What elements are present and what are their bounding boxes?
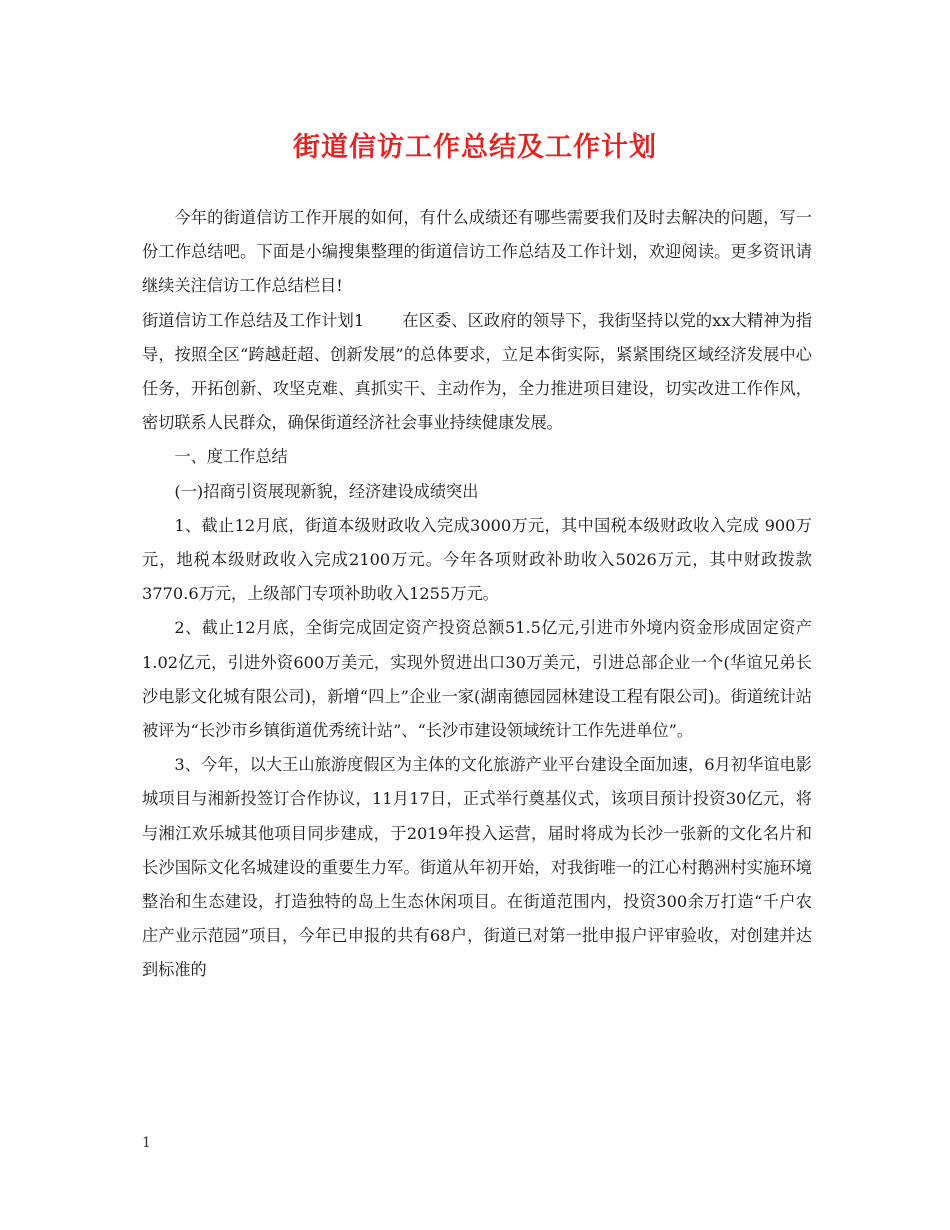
item-3-paragraph: 3、今年，以大王山旅游度假区为主体的文化旅游产业平台建设全面加速，6月初华谊电影城项目与湘新投签订合作协议，11月17日，正式举行奠基仪式，该项目预计投资30亿元，将与湘江欢乐城其他项目同步建成，于2019年投入运营，届时将成为长沙一张新的文化名片和长沙国际文化名城建设的重要生力军。街道从年初开始，对我街唯一的江心村鹅洲村实施环境整治和生态建设，打造独特的岛上生态休闲项目。在街道范围内，投资300余万打造“千户农庄产业示范园”项目，今年已申报的共有68户，街道已对第一批申报户评审验收，对创建并达到标准的 (142, 755, 812, 980)
item-2-paragraph: 2、截止12月底，全街完成固定资产投资总额51.5亿元,引进市外境内资金形成固定资产1.02亿元，引进外资600万美元，实现外贸进出口30万美元，引进总部企业一个(华谊兄弟长沙电影文化城有限公司)，新增“四上”企业一家(湖南德园园林建设工程有限公司)。街道统计站被评为“长沙市乡镇街道优秀统计站”、“长沙市建设领域统计工作先进单位”。 (142, 618, 812, 741)
intro-paragraph: 今年的街道信访工作开展的如何，有什么成绩还有哪些需要我们及时去解决的问题，写一份工作总结吧。下面是小编搜集整理的街道信访工作总结及工作计划，欢迎阅读。更多资讯请继续关注信访工作总结栏目! (142, 208, 812, 296)
section-paragraph (142, 304, 812, 441)
page-number: 1 (142, 1135, 151, 1151)
heading-annual-summary: 一、度工作总结 (174, 447, 288, 467)
document-title: 街道信访工作总结及工作计划 (293, 132, 657, 163)
section-heading: 街道信访工作总结及工作计划1 (142, 310, 365, 330)
subheading-investment: (一)招商引资展现新貌，经济建设成绩突出 (174, 481, 479, 501)
section-intro: 在区委、区政府的领导下，我街坚持以党的xx大精神为指导，按照全区“跨越赶超、创新发展”的总体要求，立足本街实际，紧紧围绕区域经济发展中心任务，开拓创新、攻坚克难、真抓实干、主动作为，全力推进项目建设，切实改进工作作风，密切联系人民群众，确保街道经济社会事业持续健康发展。 (142, 310, 812, 433)
item-1-paragraph: 1、截止12月底，街道本级财政收入完成3000万元，其中国税本级财政收入完成 900万元，地税本级财政收入完成2100万元。今年各项财政补助收入5026万元，其中财政拨款3770.6万元，上级部门专项补助收入1255万元。 (142, 515, 812, 604)
document-body (142, 201, 812, 988)
